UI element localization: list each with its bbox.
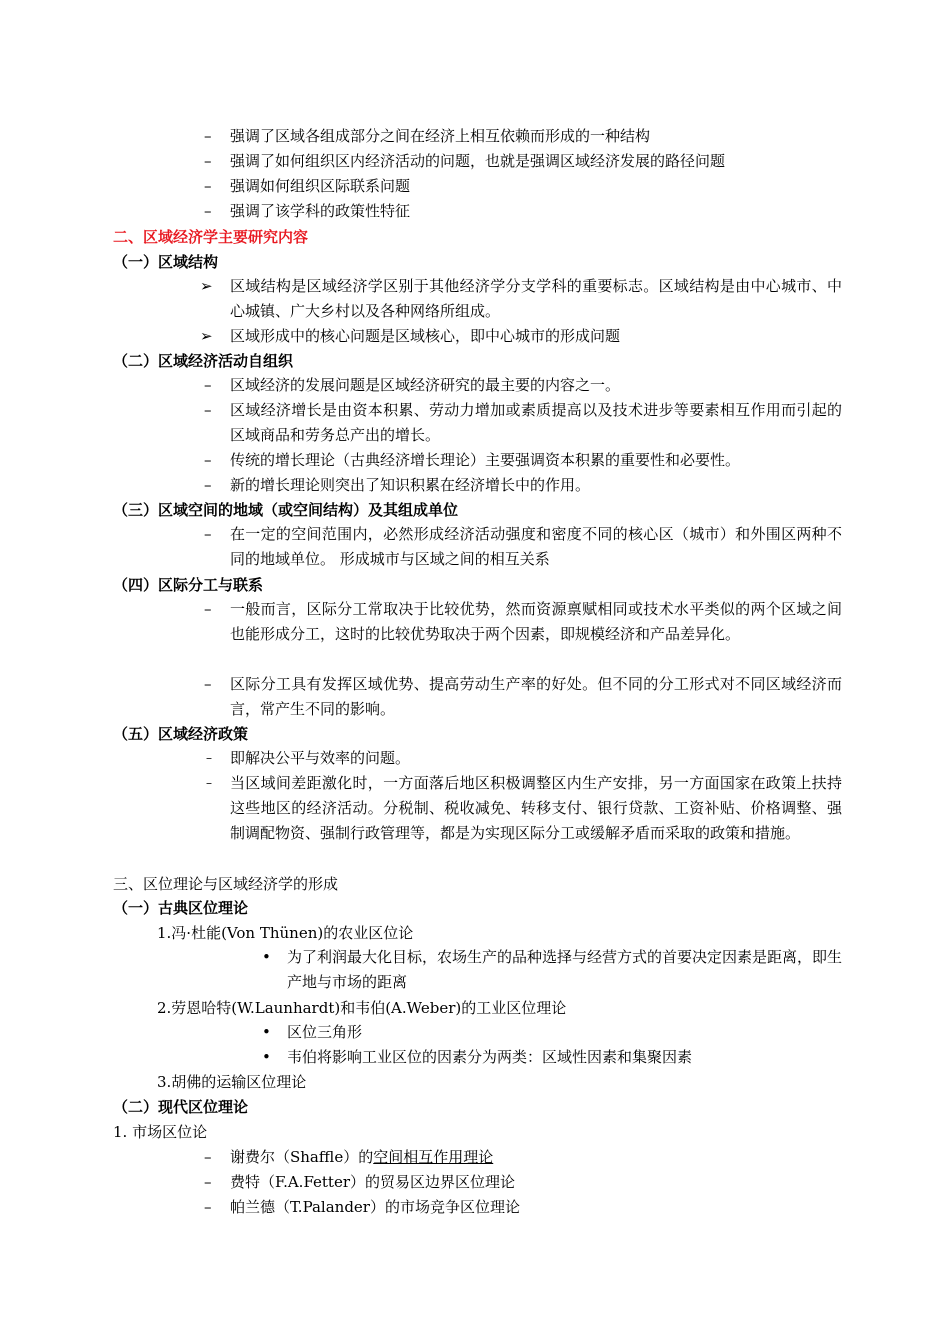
bullet-icon: •: [262, 1048, 271, 1066]
theory-title: 2.劳恩哈特(W.Launhardt)和韦伯(A.Weber)的工业区位理论: [157, 999, 567, 1017]
dash-marker: –: [204, 476, 212, 494]
dash-marker: –: [206, 776, 212, 790]
theory-title: 1. 市场区位论: [113, 1123, 208, 1141]
subsection-heading: （二）现代区位理论: [113, 1098, 249, 1116]
section-heading: 三、区位理论与区域经济学的形成: [113, 875, 339, 893]
dash-marker: –: [204, 600, 212, 618]
list-item: 区域结构是区域经济学区别于其他经济学分支学科的重要标志。区域结构是由中心城市、中心城镇、广大乡村以及各种网络所组成。: [230, 277, 842, 320]
arrow-bullet-icon: ➢: [200, 327, 213, 345]
list-item: 区域形成中的核心问题是区域核心，即中心城市的形成问题: [230, 327, 621, 345]
list-item: [230, 1170, 515, 1195]
dash-marker: –: [204, 177, 212, 195]
subsection-heading: （一）区域结构: [113, 253, 219, 271]
dash-marker: –: [204, 525, 212, 543]
list-item: 区域经济的发展问题是区域经济研究的最主要的内容之一。: [230, 376, 621, 394]
intro-bullet: 强调了区域各组成部分之间在经济上相互依赖而形成的一种结构: [230, 127, 651, 145]
underlined-term: 空间相互作用理论: [373, 1148, 494, 1166]
list-item: 一般而言，区际分工常取决于比较优势，然而资源禀赋相同或技术水平类似的两个区域之间也能形成分工，这时的比较优势取决于两个因素，即规模经济和产品差异化。: [230, 600, 842, 643]
dash-marker: –: [204, 1148, 212, 1166]
list-item: 即解决公平与效率的问题。: [230, 749, 411, 767]
subsection-heading: （三）区域空间的地域（或空间结构）及其组成单位: [113, 501, 459, 519]
bullet-icon: •: [262, 1023, 271, 1041]
list-item: [230, 1195, 520, 1220]
item-text: 费特（F.A.Fetter）的贸易区边界区位理论: [230, 1173, 516, 1191]
list-item: 区域经济增长是由资本积累、劳动力增加或素质提高以及技术进步等要素相互作用而引起的区域商品和劳务总产出的增长。: [230, 401, 842, 444]
list-item: 当区域间差距激化时，一方面落后地区积极调整区内生产安排，另一方面国家在政策上扶持这些地区的经济活动。分税制、税收减免、转移支付、银行贷款、工资补贴、价格调整、强制调配物资、强制行政管理等，都是为实现区际分工或缓解矛盾而采取的政策和措施。: [230, 774, 842, 842]
intro-bullet: 强调如何组织区际联系问题: [230, 177, 411, 195]
list-item: 区位三角形: [287, 1023, 363, 1041]
dash-marker: –: [204, 401, 212, 419]
intro-bullet: 强调了如何组织区内经济活动的问题，也就是强调区域经济发展的路径问题: [230, 152, 726, 170]
dash-marker: –: [204, 675, 212, 693]
subsection-heading: （二）区域经济活动自组织: [113, 352, 294, 370]
theory-title: 3.胡佛的运输区位理论: [157, 1073, 307, 1091]
dash-marker: –: [206, 751, 212, 765]
subsection-heading: （五）区域经济政策: [113, 725, 249, 743]
list-item: 在一定的空间范围内，必然形成经济活动强度和密度不同的核心区（城市）和外围区两种不同的地域单位。 形成城市与区域之间的相互关系: [230, 525, 842, 568]
dash-marker: –: [204, 451, 212, 469]
list-item: 为了利润最大化目标，农场生产的品种选择与经营方式的首要决定因素是距离，即生产地与市场的距离: [287, 948, 843, 991]
list-item: 韦伯将影响工业区位的因素分为两类：区域性因素和集聚因素: [287, 1048, 693, 1066]
arrow-bullet-icon: ➢: [200, 277, 213, 295]
dash-marker: –: [204, 152, 212, 170]
list-item: [230, 1145, 493, 1170]
theory-title: 1.冯·杜能(Von Thünen)的农业区位论: [157, 924, 414, 942]
dash-marker: –: [204, 1173, 212, 1191]
dash-marker: –: [204, 127, 212, 145]
subsection-heading: （一）古典区位理论: [113, 899, 249, 917]
dash-marker: –: [204, 202, 212, 220]
intro-bullet: 强调了该学科的政策性特征: [230, 202, 411, 220]
item-text: 帕兰德（T.Palander）的市场竞争区位理论: [230, 1198, 520, 1216]
list-item: 传统的增长理论（古典经济增长理论）主要强调资本积累的重要性和必要性。: [230, 451, 741, 469]
section-heading: 二、区域经济学主要研究内容: [113, 228, 309, 246]
item-text: 谢费尔（Shaffle）的: [230, 1148, 374, 1166]
bullet-icon: •: [262, 948, 271, 966]
dash-marker: –: [204, 1198, 212, 1216]
subsection-heading: （四）区际分工与联系: [113, 576, 264, 594]
list-item: 区际分工具有发挥区域优势、提高劳动生产率的好处。但不同的分工形式对不同区域经济而言，常产生不同的影响。: [230, 675, 842, 718]
dash-marker: –: [204, 376, 212, 394]
list-item: 新的增长理论则突出了知识积累在经济增长中的作用。: [230, 476, 591, 494]
